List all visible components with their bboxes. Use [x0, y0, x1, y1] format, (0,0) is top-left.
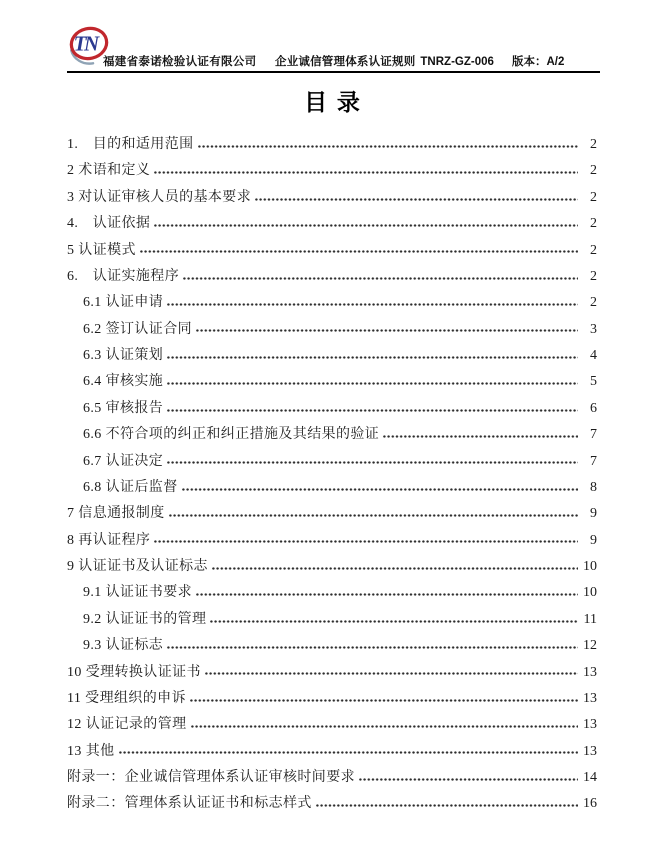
toc-entry-label: 1. 目的和适用范围 — [67, 137, 194, 152]
toc-entry-page: 2 — [590, 189, 597, 205]
dot-leader-icon — [154, 161, 578, 174]
toc-entry[interactable] — [67, 264, 597, 290]
toc-entry-page: 13 — [583, 717, 597, 733]
toc-entry[interactable] — [67, 501, 597, 527]
dot-leader-icon — [212, 557, 578, 570]
toc-entry-page: 7 — [590, 453, 597, 469]
toc-entry-page: 6 — [590, 400, 597, 416]
toc-entry[interactable] — [67, 158, 597, 184]
toc-entry-label: 5 认证模式 — [67, 242, 136, 258]
logo-letters: TN — [73, 31, 97, 56]
dot-leader-icon — [182, 478, 578, 491]
toc-entry-label: 4. 认证依据 — [67, 216, 151, 232]
toc-entry-label: 6.1 认证申请 — [83, 295, 164, 311]
toc-entry-label: 9.3 认证标志 — [83, 638, 164, 654]
toc-entry-label: 9.1 认证证书要求 — [83, 585, 192, 601]
dot-leader-icon — [167, 636, 578, 649]
dot-leader-icon — [359, 768, 578, 781]
toc-entry[interactable] — [67, 528, 597, 554]
toc-entry-label: 6.8 认证后监督 — [83, 479, 178, 495]
toc-entry-page: 2 — [590, 216, 597, 232]
toc-entry-page: 10 — [583, 559, 597, 574]
dot-leader-icon — [196, 320, 578, 333]
toc-entry-page: 13 — [583, 664, 597, 680]
toc-entry-page: 16 — [583, 796, 597, 812]
dot-leader-icon — [169, 504, 578, 517]
dot-leader-icon — [167, 452, 578, 465]
dot-leader-icon — [167, 372, 578, 385]
toc-entry-page: 2 — [590, 163, 597, 179]
toc-entry-page: 2 — [590, 137, 597, 152]
toc-entry-page: 10 — [583, 585, 597, 601]
dot-leader-icon — [167, 346, 578, 359]
dot-leader-icon — [167, 399, 578, 412]
document-title-header — [275, 53, 494, 69]
toc-entry-label: 2 术语和定义 — [67, 163, 151, 179]
dot-leader-icon — [383, 425, 578, 438]
dot-leader-icon — [205, 663, 578, 676]
toc-entry-label: 11 受理组织的申诉 — [67, 690, 186, 706]
toc-entry-label: 9 认证证书及认证标志 — [67, 559, 208, 574]
toc-entry[interactable] — [67, 449, 597, 475]
dot-leader-icon — [190, 689, 578, 702]
toc-entry-page: 2 — [590, 242, 597, 258]
toc-entry[interactable] — [67, 580, 597, 606]
toc-entry[interactable] — [67, 660, 597, 686]
toc-entry-label: 8 再认证程序 — [67, 532, 151, 548]
toc-entry[interactable] — [67, 422, 597, 448]
dot-leader-icon — [196, 583, 578, 596]
toc-entry-label: 9.2 认证证书的管理 — [83, 611, 207, 627]
toc-entry[interactable] — [67, 712, 597, 738]
toc-entry-page: 12 — [583, 638, 597, 654]
toc-entry[interactable] — [67, 317, 597, 343]
toc-entry-page: 3 — [590, 321, 597, 337]
toc-entry[interactable] — [67, 132, 597, 158]
toc-entry-page: 11 — [583, 611, 597, 627]
toc-entry-label: 12 认证记录的管理 — [67, 717, 187, 733]
dot-leader-icon — [255, 188, 578, 201]
company-name: 福建省泰诺检验认证有限公司 — [103, 56, 257, 68]
toc-entry-label: 6.4 审核实施 — [83, 374, 164, 390]
toc-entry-label: 6. 认证实施程序 — [67, 268, 180, 284]
dot-leader-icon — [119, 742, 579, 755]
toc-entry[interactable] — [67, 238, 597, 264]
toc-entry-label: 7 信息通报制度 — [67, 506, 165, 522]
toc-entry[interactable] — [67, 607, 597, 633]
toc-entry-label: 附录一：企业诚信管理体系认证审核时间要求 — [67, 770, 355, 785]
toc-entry-page: 13 — [583, 743, 597, 759]
toc-entry[interactable] — [67, 396, 597, 422]
toc-entry[interactable] — [67, 739, 597, 765]
dot-leader-icon — [167, 293, 578, 306]
toc-entry[interactable] — [67, 290, 597, 316]
toc-entry[interactable] — [67, 475, 597, 501]
dot-leader-icon — [183, 267, 578, 280]
dot-leader-icon — [198, 135, 579, 148]
version-label: 版本：A/2 — [512, 56, 565, 68]
header-divider — [67, 71, 600, 73]
toc-entry-label: 6.7 认证决定 — [83, 453, 164, 469]
toc-entry[interactable] — [67, 343, 597, 369]
toc-entry-label: 6.3 认证策划 — [83, 348, 164, 363]
toc-entry-label: 6.6 不符合项的纠正和纠正措施及其结果的验证 — [83, 427, 380, 443]
toc-entry-page: 7 — [590, 427, 597, 443]
toc-entry-label: 附录二：管理体系认证证书和标志样式 — [67, 796, 312, 812]
dot-leader-icon — [210, 610, 578, 623]
toc-entry[interactable] — [67, 686, 597, 712]
dot-leader-icon — [154, 214, 578, 227]
toc-entry-page: 8 — [590, 479, 597, 495]
toc-entry[interactable] — [67, 369, 597, 395]
toc-entry-label: 6.5 审核报告 — [83, 400, 164, 416]
toc-entry-page: 2 — [590, 268, 597, 284]
page-title: 目 录 — [304, 90, 362, 115]
doc-rule-name: 企业诚信管理体系认证规则 — [275, 56, 416, 68]
toc-entry-page: 4 — [590, 348, 597, 363]
toc-entry-label: 13 其他 — [67, 743, 115, 759]
toc-entry-page: 2 — [590, 295, 597, 311]
dot-leader-icon — [191, 715, 579, 728]
toc-entry-label: 10 受理转换认证证书 — [67, 664, 201, 680]
toc-entry-page: 13 — [583, 690, 597, 706]
toc-entry[interactable] — [67, 185, 597, 211]
toc-entry-page: 5 — [590, 374, 597, 390]
dot-leader-icon — [316, 794, 578, 807]
toc-entry[interactable] — [67, 791, 597, 817]
toc-entry[interactable] — [67, 211, 597, 237]
toc-entry-label: 3 对认证审核人员的基本要求 — [67, 189, 252, 205]
dot-leader-icon — [140, 241, 578, 254]
toc-entry-page: 9 — [590, 532, 597, 548]
toc-entry-page: 9 — [590, 506, 597, 522]
toc-list — [67, 132, 597, 818]
toc-entry[interactable] — [67, 765, 597, 791]
toc-entry[interactable] — [67, 554, 597, 580]
doc-code: TNRZ-GZ-006 — [420, 56, 494, 68]
toc-entry-page: 14 — [583, 770, 597, 785]
dot-leader-icon — [154, 531, 578, 544]
toc-entry-label: 6.2 签订认证合同 — [83, 321, 192, 337]
toc-entry[interactable] — [67, 633, 597, 659]
